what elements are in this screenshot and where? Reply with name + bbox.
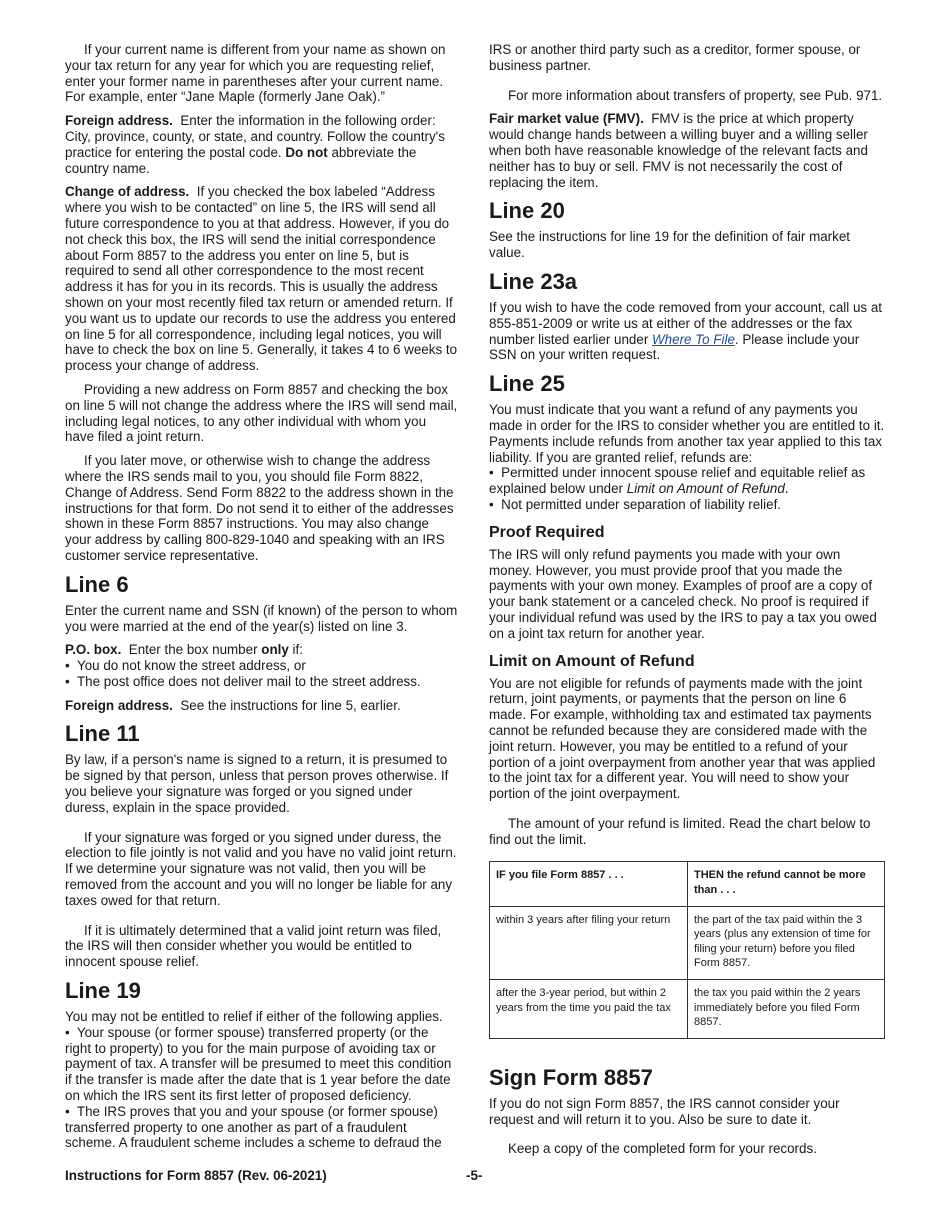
left-column	[65, 42, 458, 1159]
paragraph-line-25-bullet-1: • Permitted under innocent spouse relief and equitable relief as explained below under Limit on Amount of Refund.	[489, 465, 866, 497]
paragraph-former-name: If your current name is different from your name as shown on your tax return for any year for which you are requesting relief, enter your former name in parentheses after your current name. For example, enter “Jane Maple (formerly Jane Oak).”	[65, 42, 446, 105]
paragraph-new-address: Providing a new address on Form 8857 and checking the box on line 5 will not change the address where the IRS will send mail, including legal notices, to any other individual with whom you have filed a joint return.	[65, 381, 458, 445]
heading-line-6: Line 6	[65, 571, 129, 597]
heading-line-19: Line 19	[65, 978, 141, 1004]
paragraph-line-19-bullet-1: • Your spouse (or former spouse) transferred property (or the right to property) to you for the main purpose of avoiding tax or payment of tax. A transfer will be presumed to meet this condition if the transfer is made after the date that is 1 year before the date on which the IRS sent its first letter of proposed deficiency.	[65, 1024, 452, 1104]
bullet-icon: •	[65, 1024, 70, 1040]
heading-sign-form: Sign Form 8857	[489, 1064, 653, 1090]
table-row	[490, 906, 885, 979]
paragraph-line-25-bullet-2: • Not permitted under separation of liability relief.	[489, 496, 782, 512]
table-header-cell: THEN the refund cannot be more than . . .	[688, 862, 885, 906]
paragraph-po-box: P.O. box. Enter the box number only if:	[65, 642, 303, 658]
table-cell: within 3 years after filing your return	[490, 906, 688, 979]
list-item: • You do not know the street address, or	[65, 658, 306, 674]
paragraph-limit-refund: You are not eligible for refunds of payments made with the joint return, joint payments, or payments that the person on line 6 made. For example, withholding tax and estimated tax payments cannot be refunded because they are considered made with the joint return. However, you may be entitled to a refund of your portion of a joint overpayment from another year that was applied to the joint tax for a different year. You will need to show your portion of the joint overpayment.	[489, 675, 876, 802]
paragraph-keep-copy: Keep a copy of the completed form for your records.	[508, 1141, 817, 1157]
right-column	[489, 42, 885, 1165]
heading-line-25: Line 25	[489, 371, 565, 397]
heading-line-11: Line 11	[65, 721, 140, 747]
paragraph-line-6: Enter the current name and SSN (if known) of the person to whom you were married at the end of the year(s) listed on line 3.	[65, 602, 458, 634]
paragraph-line-11-forged: If your signature was forged or you signed under duress, the election to file jointly is not valid and you have no valid joint return. If we determine your signature was not valid, then you will be removed from the account and you will no longer be liable for any taxes owed for that return.	[65, 829, 457, 908]
table-cell: the tax you paid within the 2 years immediately before you filed Form 8857.	[688, 980, 885, 1039]
paragraph-line-11-law: By law, if a person's name is signed to a return, it is presumed to be signed by that person, unless that person proves otherwise. If you believe your signature was forged or you signed under duress, explain in the space provided.	[65, 752, 449, 815]
paragraph-sign-form: If you do not sign Form 8857, the IRS cannot consider your request and will return it to you. Also be sure to date it.	[489, 1095, 840, 1127]
footer-title: Instructions for Form 8857 (Rev. 06-2021)	[65, 1168, 327, 1183]
heading-line-20: Line 20	[489, 198, 565, 224]
paragraph-fmv: Fair market value (FMV). FMV is the price at which property would change hands between a willing buyer and a willing seller when both have reasonable knowledge of the relevant facts and neither has to buy or sell. FMV is not necessarily the cost of replacing the item.	[489, 111, 868, 190]
paragraph-line-19-bullet-2: • The IRS proves that you and your spouse (or former spouse) transferred property to one another as part of a fraudulent scheme. A fraudulent scheme includes a scheme to defraud the	[65, 1103, 442, 1151]
where-to-file-link[interactable]: Where To File	[652, 331, 735, 347]
paragraph-more-info: For more information about transfers of property, see Pub. 971.	[508, 87, 883, 103]
table-cell: after the 3-year period, but within 2 years from the time you paid the tax	[490, 980, 688, 1039]
paragraph-chart-intro: The amount of your refund is limited. Read the chart below to find out the limit.	[489, 815, 871, 847]
bullet-icon: •	[489, 496, 494, 512]
term-foreign-address: Foreign address.	[65, 113, 173, 129]
paragraph-foreign-address: Foreign address. Enter the information in the following order: City, province, county, or state, and country. Follow the country's practice for entering the postal code. Do not abbreviate the country name.	[65, 113, 445, 176]
table-header-cell: IF you file Form 8857 . . .	[490, 862, 688, 906]
bullet-icon: •	[65, 1103, 70, 1119]
po-box-bullet-list	[65, 658, 458, 690]
paragraph-proof-required: The IRS will only refund payments you made with your own money. However, you must provide proof that you made the payments with your own money. Examples of proof are a copy of your bank statement or a canceled check. No proof is required if your individual refund was used by the IRS to pay a tax you owed on a joint tax return for another year.	[489, 546, 877, 641]
refund-limit-table	[489, 861, 885, 1038]
table-cell: the part of the tax paid within the 3 years (plus any extension of time for filing your return) before you filed Form 8857.	[688, 906, 885, 979]
heading-line-23a: Line 23a	[489, 268, 578, 294]
heading-limit-refund: Limit on Amount of Refund	[489, 652, 695, 670]
paragraph-later-move: If you later move, or otherwise wish to change the address where the IRS sends mail to you, you should file Form 8822, Change of Address. Send Form 8822 to the address shown in the instructions for that form. Do not send it to either of the addresses shown in these Form 8857 instructions. You may also change your address by calling 800-829-1040 and speaking with an IRS customer service representative.	[65, 453, 454, 563]
bullet-icon: •	[65, 673, 70, 689]
heading-proof-required: Proof Required	[489, 523, 605, 541]
bullet-icon: •	[65, 658, 70, 674]
paragraph-line-11-valid: If it is ultimately determined that a valid joint return was filed, the IRS will then consider whether you would be entitled to innocent spouse relief.	[65, 922, 442, 970]
paragraph-change-of-address: Change of address. If you checked the box labeled “Address where you wish to be contacted” on line 5, the IRS will send all future correspondence to you at that address. However, if you do not check this box, the IRS will send the initial correspondence about Form 8857 to the address you enter on line 5, but is required to send all other correspondence to the most recent address it has for you in its records. This is usually the address shown on your most recently filed tax return or amended return. If you want us to update our records to use the address you entered on line 5 for all correspondence, including legal notices, you will have to check the box on line 5. Generally, it takes 4 to 6 weeks to process your change of address.	[65, 184, 458, 374]
paragraph-continued: IRS or another third party such as a creditor, former spouse, or business partner.	[489, 42, 861, 73]
list-item: • The post office does not deliver mail to the street address.	[65, 673, 421, 689]
table-header-row	[490, 862, 885, 906]
term-fmv: Fair market value (FMV).	[489, 111, 644, 127]
paragraph-line-23a: If you wish to have the code removed from your account, call us at 855-851-2009 or write us at either of the addresses or the fax number listed earlier under Where To File. Please include your SSN on your written request.	[489, 299, 882, 363]
paragraph-line-20: See the instructions for line 19 for the definition of fair market value.	[489, 229, 850, 261]
paragraph-line-19-intro: You may not be entitled to relief if either of the following applies.	[65, 1009, 443, 1025]
term-change-of-address: Change of address.	[65, 184, 190, 200]
page-number: -5-	[466, 1168, 483, 1183]
bullet-icon: •	[489, 465, 494, 481]
paragraph-line-25: You must indicate that you want a refund of any payments you made in order for the IRS to consider whether you are entitled to it. Payments include refunds from another tax year applied to this tax liability. If you are granted relief, refunds are:	[489, 402, 885, 465]
table-row	[490, 980, 885, 1039]
paragraph-line-6-foreign: Foreign address. See the instructions for line 5, earlier.	[65, 697, 401, 713]
